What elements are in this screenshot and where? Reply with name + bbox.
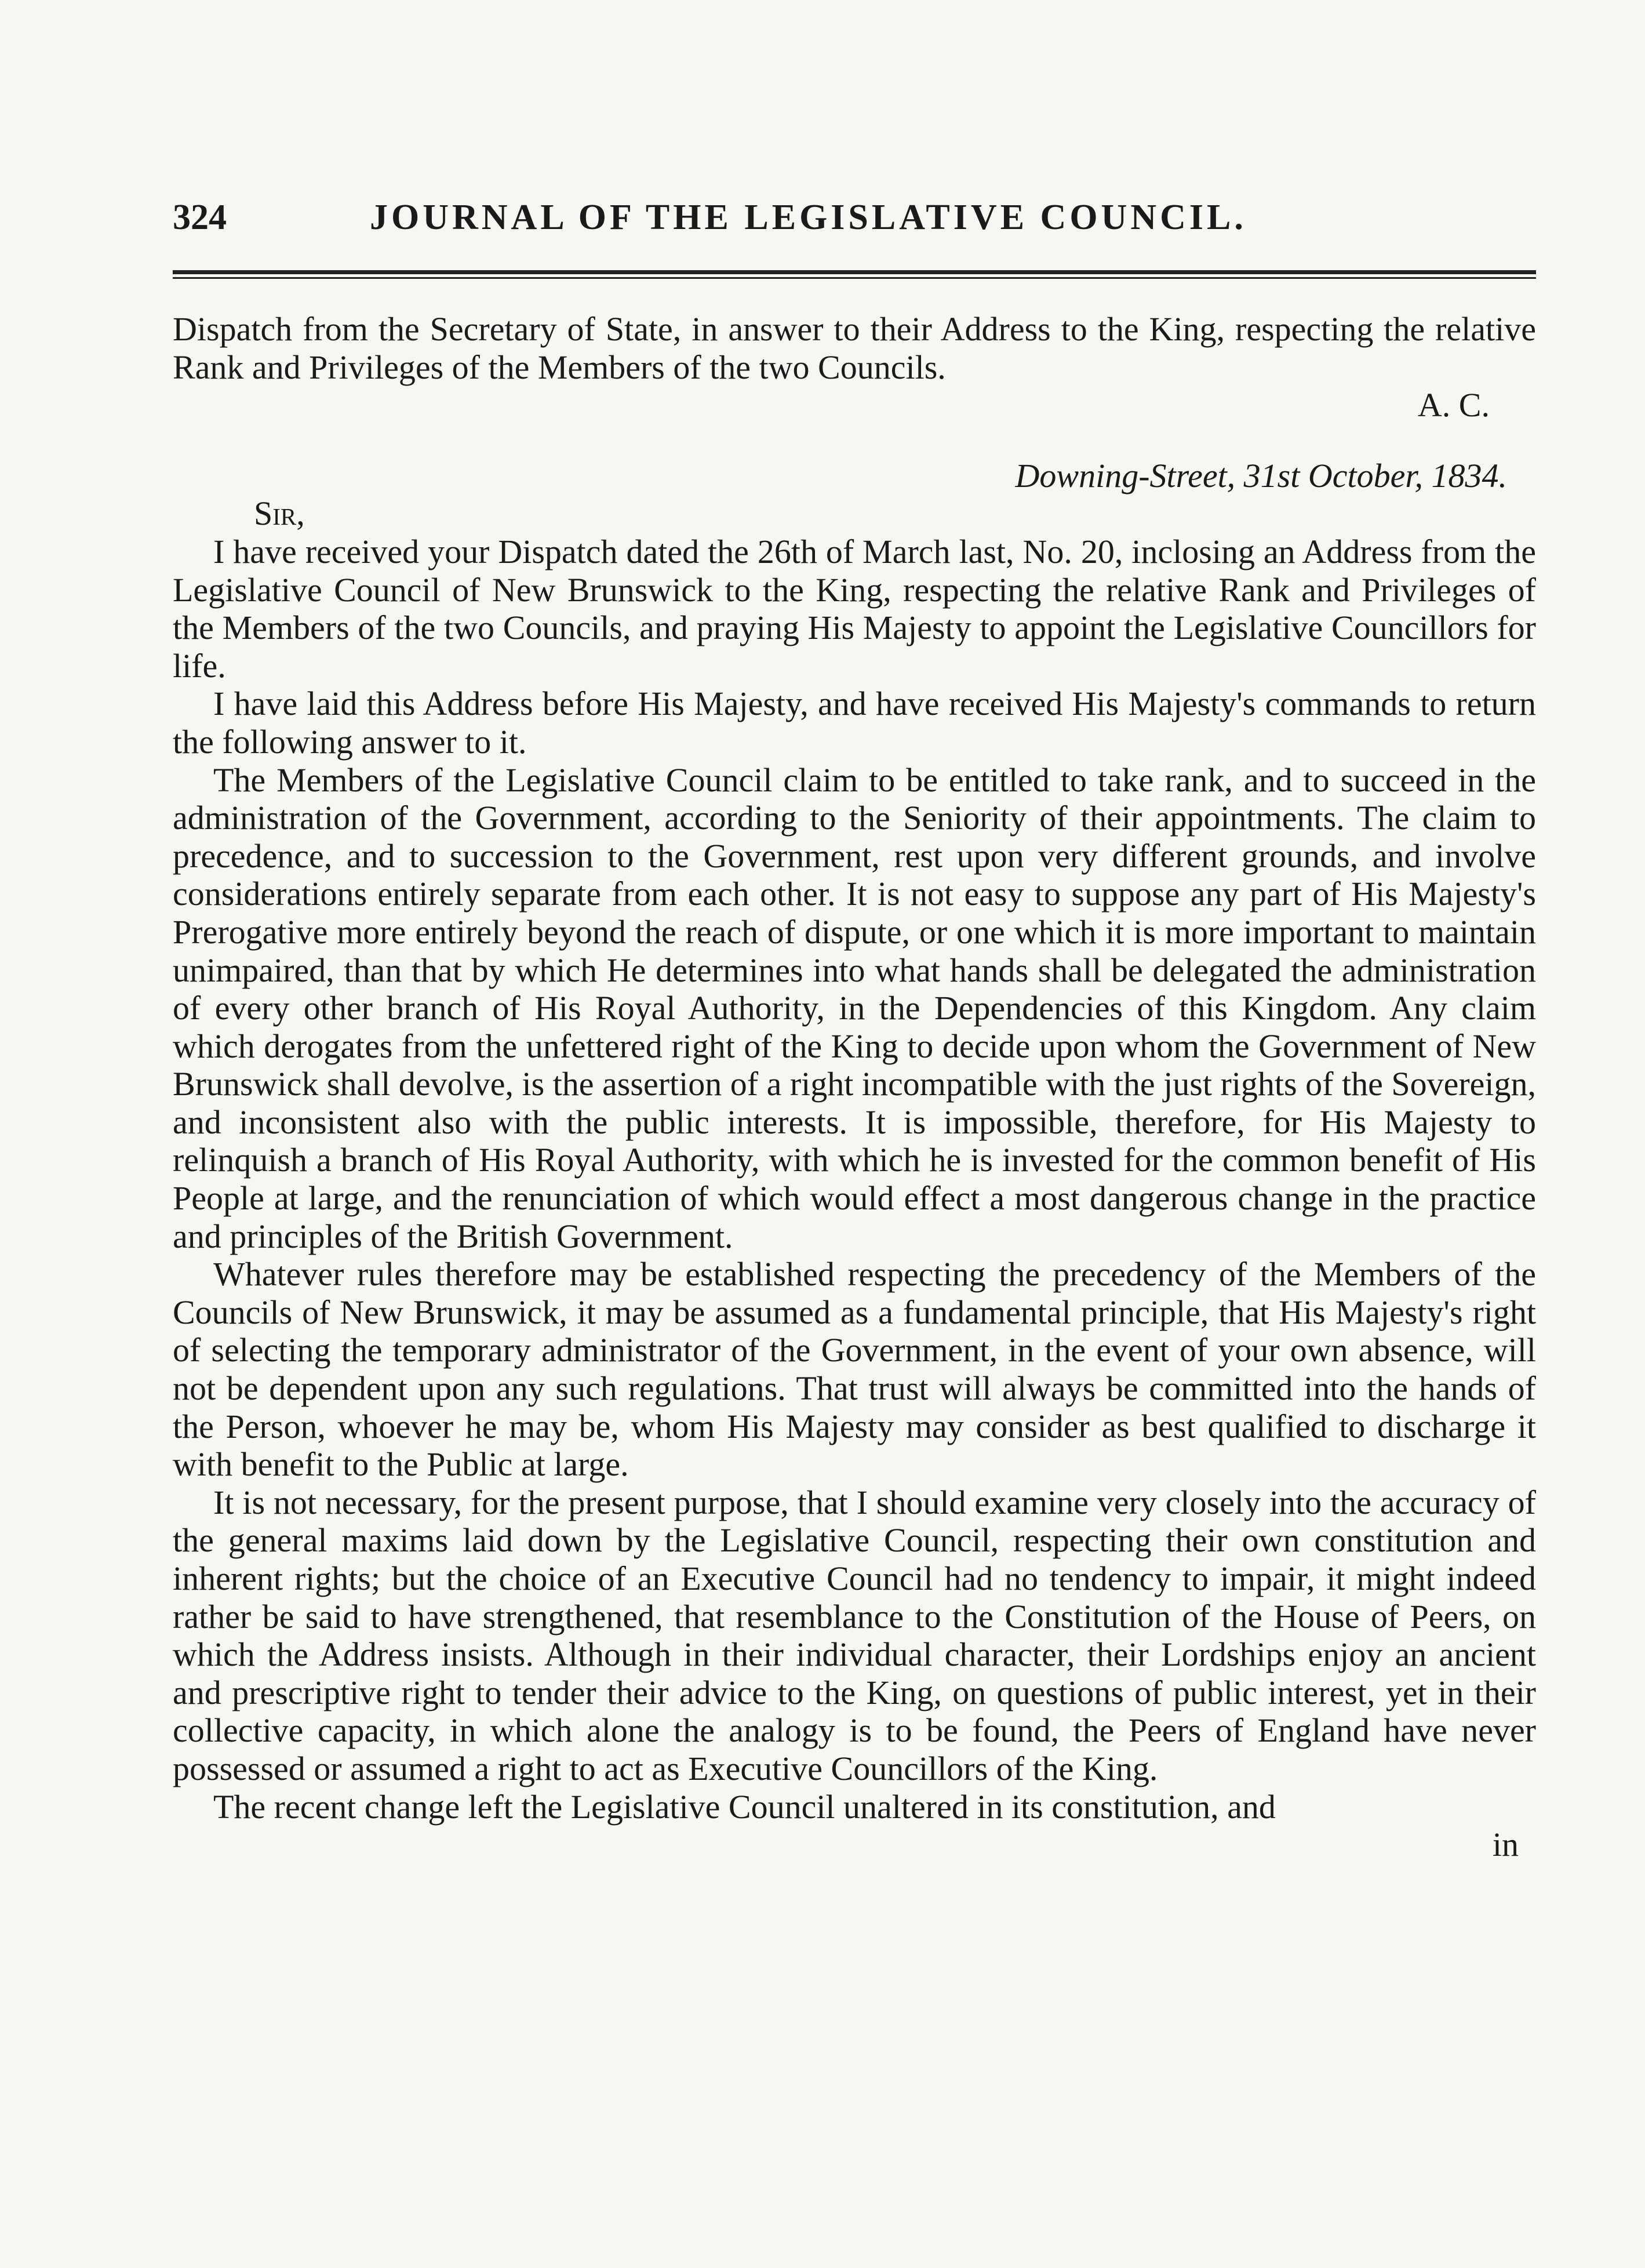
intro-paragraph: Dispatch from the Secretary of State, in answer to their Address to the King, respecting the relative Rank and Privileges of the Members of the two Councils.: [173, 310, 1536, 386]
paragraph: I have laid this Address before His Majesty, and have received His Majesty's commands to return the following answer to it.: [173, 685, 1536, 761]
salutation: Sir,: [254, 495, 305, 533]
page-number: 324: [173, 198, 227, 237]
paragraph: The Members of the Legislative Council claim to be entitled to take rank, and to succeed in the administration of the Government, according to the Seniority of their appointments. The claim to precedence, and to succession to the Government, rest upon very different grounds, and involve considerations entirely separate from each other. It is not easy to suppose any part of His Majesty's Prerogative more entirely beyond the reach of dispute, or one which it is more important to maintain unimpaired, than that by which He determines into what hands shall be delegated the administration of every other branch of His Royal Authority, in the Dependencies of this Kingdom. Any claim which derogates from the unfettered right of the King to decide upon whom the Government of New Brunswick shall devolve, is the assertion of a right incompatible with the just rights of the Sovereign, and inconsistent also with the public interests. It is impossible, therefore, for His Majesty to relinquish a branch of His Royal Authority, with which he is invested for the common benefit of His People at large, and the renunciation of which would effect a most dangerous change in the practice and principles of the British Government.: [173, 761, 1536, 1255]
paragraph: The recent change left the Legislative Council unaltered in its constitution, and: [213, 1787, 1276, 1826]
paragraph: It is not necessary, for the present purpose, that I should examine very closely into the accuracy of the general maxims laid down by the Legislative Council, respecting their own constitution and inherent rights; but the choice of an Executive Council had no tendency to impair, it might indeed rather be said to have strengthened, that resemblance to the Constitution of the House of Peers, on which the Address insists. Although in their individual character, their Lordships enjoy an ancient and prescriptive right to tender their advice to the King, on questions of public interest, yet in their collective capacity, in which alone the analogy is to be found, the Peers of England have never possessed or assumed a right to act as Executive Councillors of the King.: [173, 1483, 1536, 1787]
paragraph: Whatever rules therefore may be established respecting the precedency of the Members of the Councils of New Brunswick, it may be assumed as a fundamental principle, that His Majesty's right of selecting the temporary administrator of the Government, in the event of your own absence, will not be dependent upon any such regulations. That trust will always be committed into the hands of the Person, whoever he may be, whom His Majesty may consider as best qualified to discharge it with benefit to the Public at large.: [173, 1255, 1536, 1484]
running-title: JOURNAL OF THE LEGISLATIVE COUNCIL.: [370, 198, 1247, 237]
intro-signoff: A. C.: [1417, 386, 1490, 424]
catchword: in: [1492, 1826, 1519, 1864]
dateline: Downing-Street, 31st October, 1834.: [1015, 456, 1507, 495]
header-rule: [173, 270, 1536, 279]
paragraph: I have received your Dispatch dated the 26th of March last, No. 20, inclosing an Address from the Legislative Council of New Brunswick to the King, respecting the relative Rank and Privileges of the Members of the two Councils, and praying His Majesty to appoint the Legislative Councillors for life.: [173, 532, 1536, 685]
body-text: [173, 310, 1536, 1864]
page-header: [173, 197, 1535, 255]
